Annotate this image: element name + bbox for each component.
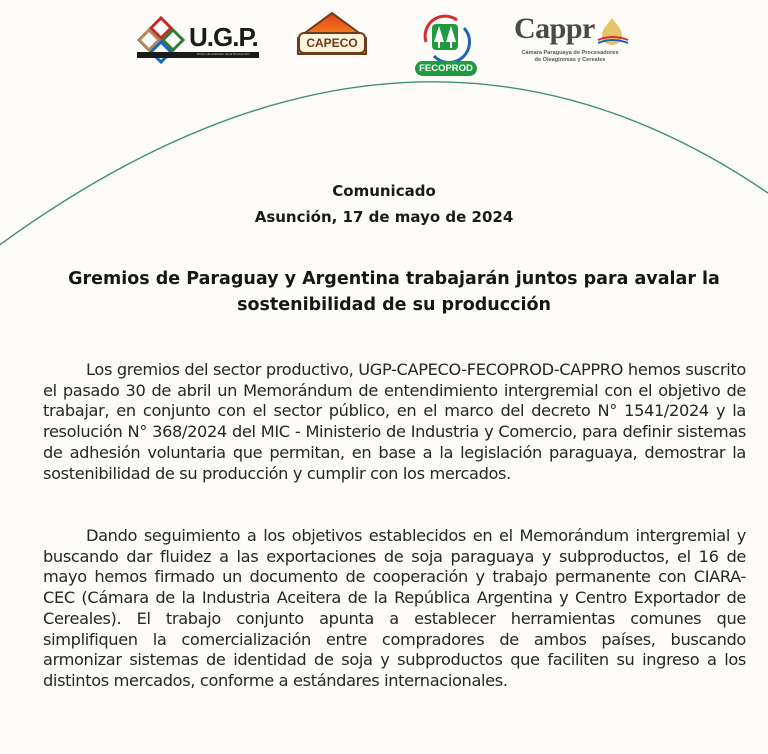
document-type: Comunicado [332,182,436,200]
cappro-drop-icon [596,16,630,46]
paragraph-1 [43,360,746,484]
capeco-name: CAPECO [298,32,366,54]
paragraph-2-text: Dando seguimiento a los objetivos establecidos en el Memorándum intergremial y buscando dar fluidez a las exportaciones de soja paraguaya y subproductos, el 16 de mayo hemos firmado un documento de cooperación y trabajo permanente con CIARA-CEC (Cámara de la Industria Aceitera de la República Argentina y Centro Exportador de Cereales). El trabajo conjunto apunta a establecer herramientas comunes que simplifiquen la comercialización entre compradores de ambos países, buscando armonizar sistemas de identidad de soja y subproductos que faciliten su ingreso a los distintos mercados, conforme a estándares internacionales. [43,526,746,690]
place-date: Asunción, 17 de mayo de 2024 [254,208,514,226]
cappro-subtitle-line2: de Oleaginosas y Cereales [534,57,606,63]
cappro-subtitle-line1: Cámara Paraguaya de Procesadores [521,50,619,56]
paragraph-2 [43,526,746,692]
capeco-logo [296,12,368,56]
cappro-name: Cappr [514,12,595,45]
ugp-name: U.G.P. [189,22,258,52]
fecoprod-name: FECOPROD [415,61,477,76]
cappro-subtitle [512,50,628,64]
fecoprod-trees-icon [412,12,478,62]
ugp-logo [137,16,259,64]
communique-header [0,178,768,230]
logo-bar [0,12,768,78]
ugp-subtitle: Unión de Gremios de la Producción [197,52,250,56]
paragraph-1-text: Los gremios del sector productivo, UGP-CAPECO-FECOPROD-CAPPRO hemos suscrito el pasado 30 de abril un Memorándum de entendimiento intergremial con el objetivo de trabajar, en conjunto con el sector público, en el marco del decreto N° 1541/2024 y la resolución N° 368/2024 del MIC - Ministerio de Industria y Comercio, para definir sistemas de adhesión voluntaria que permitan, en base a la legislación paraguaya, demostrar la sostenibilidad de su producción y cumplir con los mercados. [43,360,746,483]
cappro-logo [512,12,628,68]
fecoprod-logo [412,12,478,78]
document-title: Gremios de Paraguay y Argentina trabajarán juntos para avalar la sostenibilidad de su producción [68,269,720,315]
